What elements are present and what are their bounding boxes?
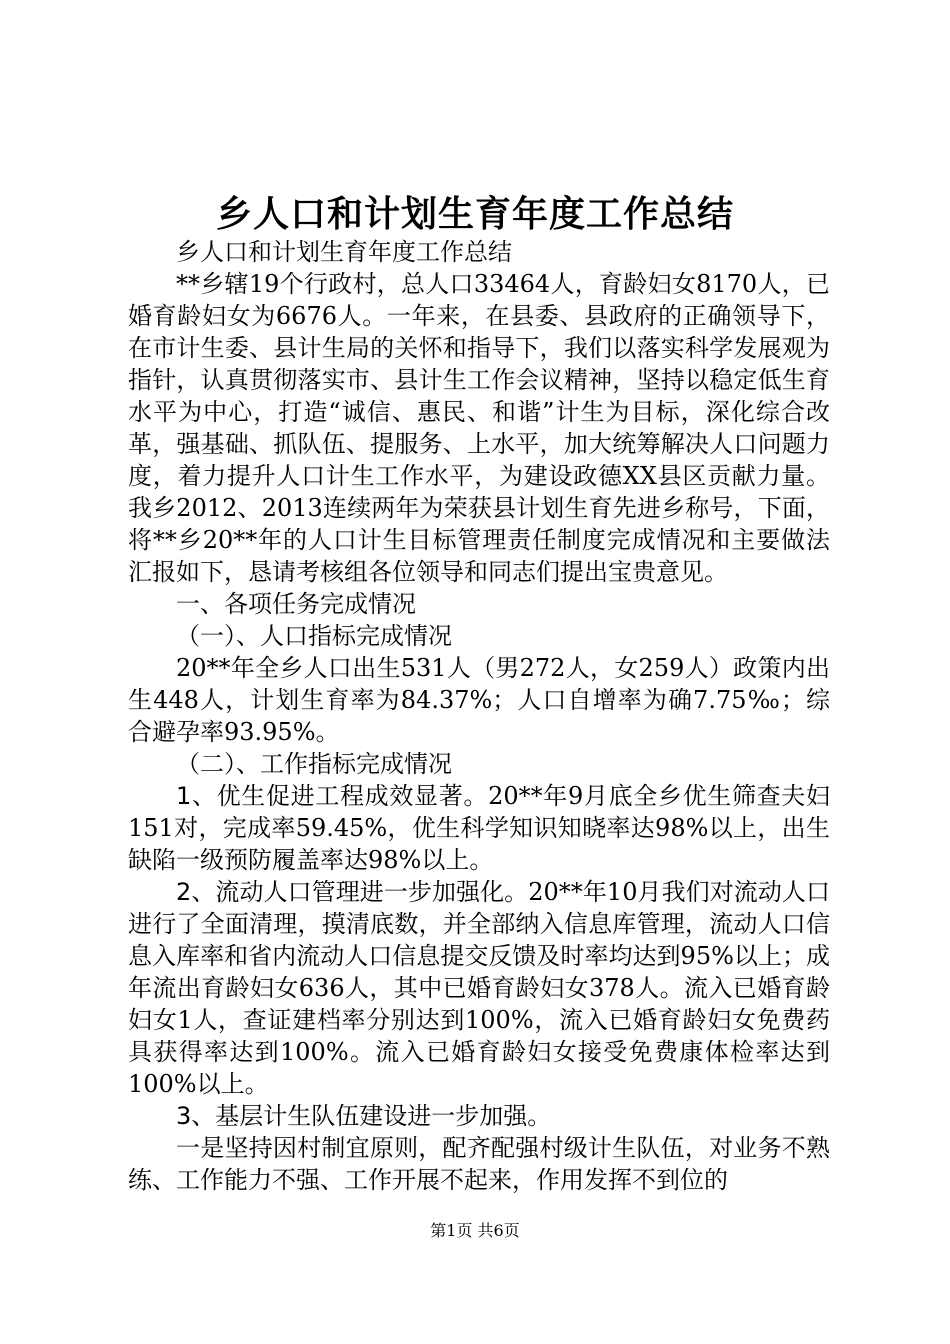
body-paragraph: **乡辖19个行政村，总人口33464人，育龄妇女8170人，已婚育龄妇女为6676人。一年来，在县委、县政府的正确领导下，在市计生委、县计生局的关怀和指导下，我们以落实科学发展观为指针，认真贯彻落实市、县计生工作会议精神，坚持以稳定低生育水平为中心，打造“诚信、惠民、和谐”计生为目标，深化综合改革，强基础、抓队伍、提服务、上水平，加大统筹解决人口问题力度，着力提升人口计生工作水平，为建设政德XX县区贡献力量。我乡2012、2013连续两年为荣获县计划生育先进乡称号，下面，将**乡20**年的人口计生目标管理责任制度完成情况和主要做法汇报如下，恳请考核组各位领导和同志们提出宝贵意见。: [128, 270, 830, 586]
body-paragraph: 一是坚持因村制宜原则，配齐配强村级计生队伍，对业务不熟练、工作能力不强、工作开展不起来，作用发挥不到位的: [128, 1134, 830, 1194]
list-item: [128, 780, 830, 876]
item-lead: 2、流动人口管理进一步加强化。: [176, 878, 529, 906]
item-lead: 3、基层计生队伍建设进一步加强。: [176, 1102, 552, 1130]
item-text: 20**年10月我们对流动人口进行了全面清理，摸清底数，并全部纳入信息库管理，流动人口信息入库率和省内流动人口信息提交反馈及时率均达到95%以上；成年流出育龄妇女636人，其中已婚育龄妇女378人。流入已婚育龄妇女1人，查证建档率分别达到100%，流入已婚育龄妇女免费药具获得率达到100%。流入已婚育龄妇女接受免费康体检率达到100%以上。: [128, 878, 830, 1098]
body-paragraph: 乡人口和计划生育年度工作总结: [176, 238, 512, 266]
section-heading: 一、各项任务完成情况: [176, 590, 416, 618]
subsection-heading: （一）、人口指标完成情况: [176, 622, 452, 650]
list-item: [128, 876, 830, 1100]
subsection-heading: （二）、工作指标完成情况: [176, 750, 452, 778]
item-text: 20**年9月底全乡优生筛查夫妇151对，完成率59.45%，优生科学知识知晓率达98%以上，出生缺陷一级预防履盖率达98%以上。: [128, 782, 830, 874]
document-body: [128, 236, 830, 1196]
document-title: 乡人口和计划生育年度工作总结: [215, 194, 734, 235]
item-lead: 1、优生促进工程成效显著。: [176, 782, 489, 810]
page-footer: 第1页 共6页: [430, 1221, 520, 1240]
body-paragraph: 20**年全乡人口出生531人（男272人，女259人）政策内出生448人，计划生育率为84.37%；人口自增率为确7.75‰；综合避孕率93.95%。: [128, 654, 830, 746]
